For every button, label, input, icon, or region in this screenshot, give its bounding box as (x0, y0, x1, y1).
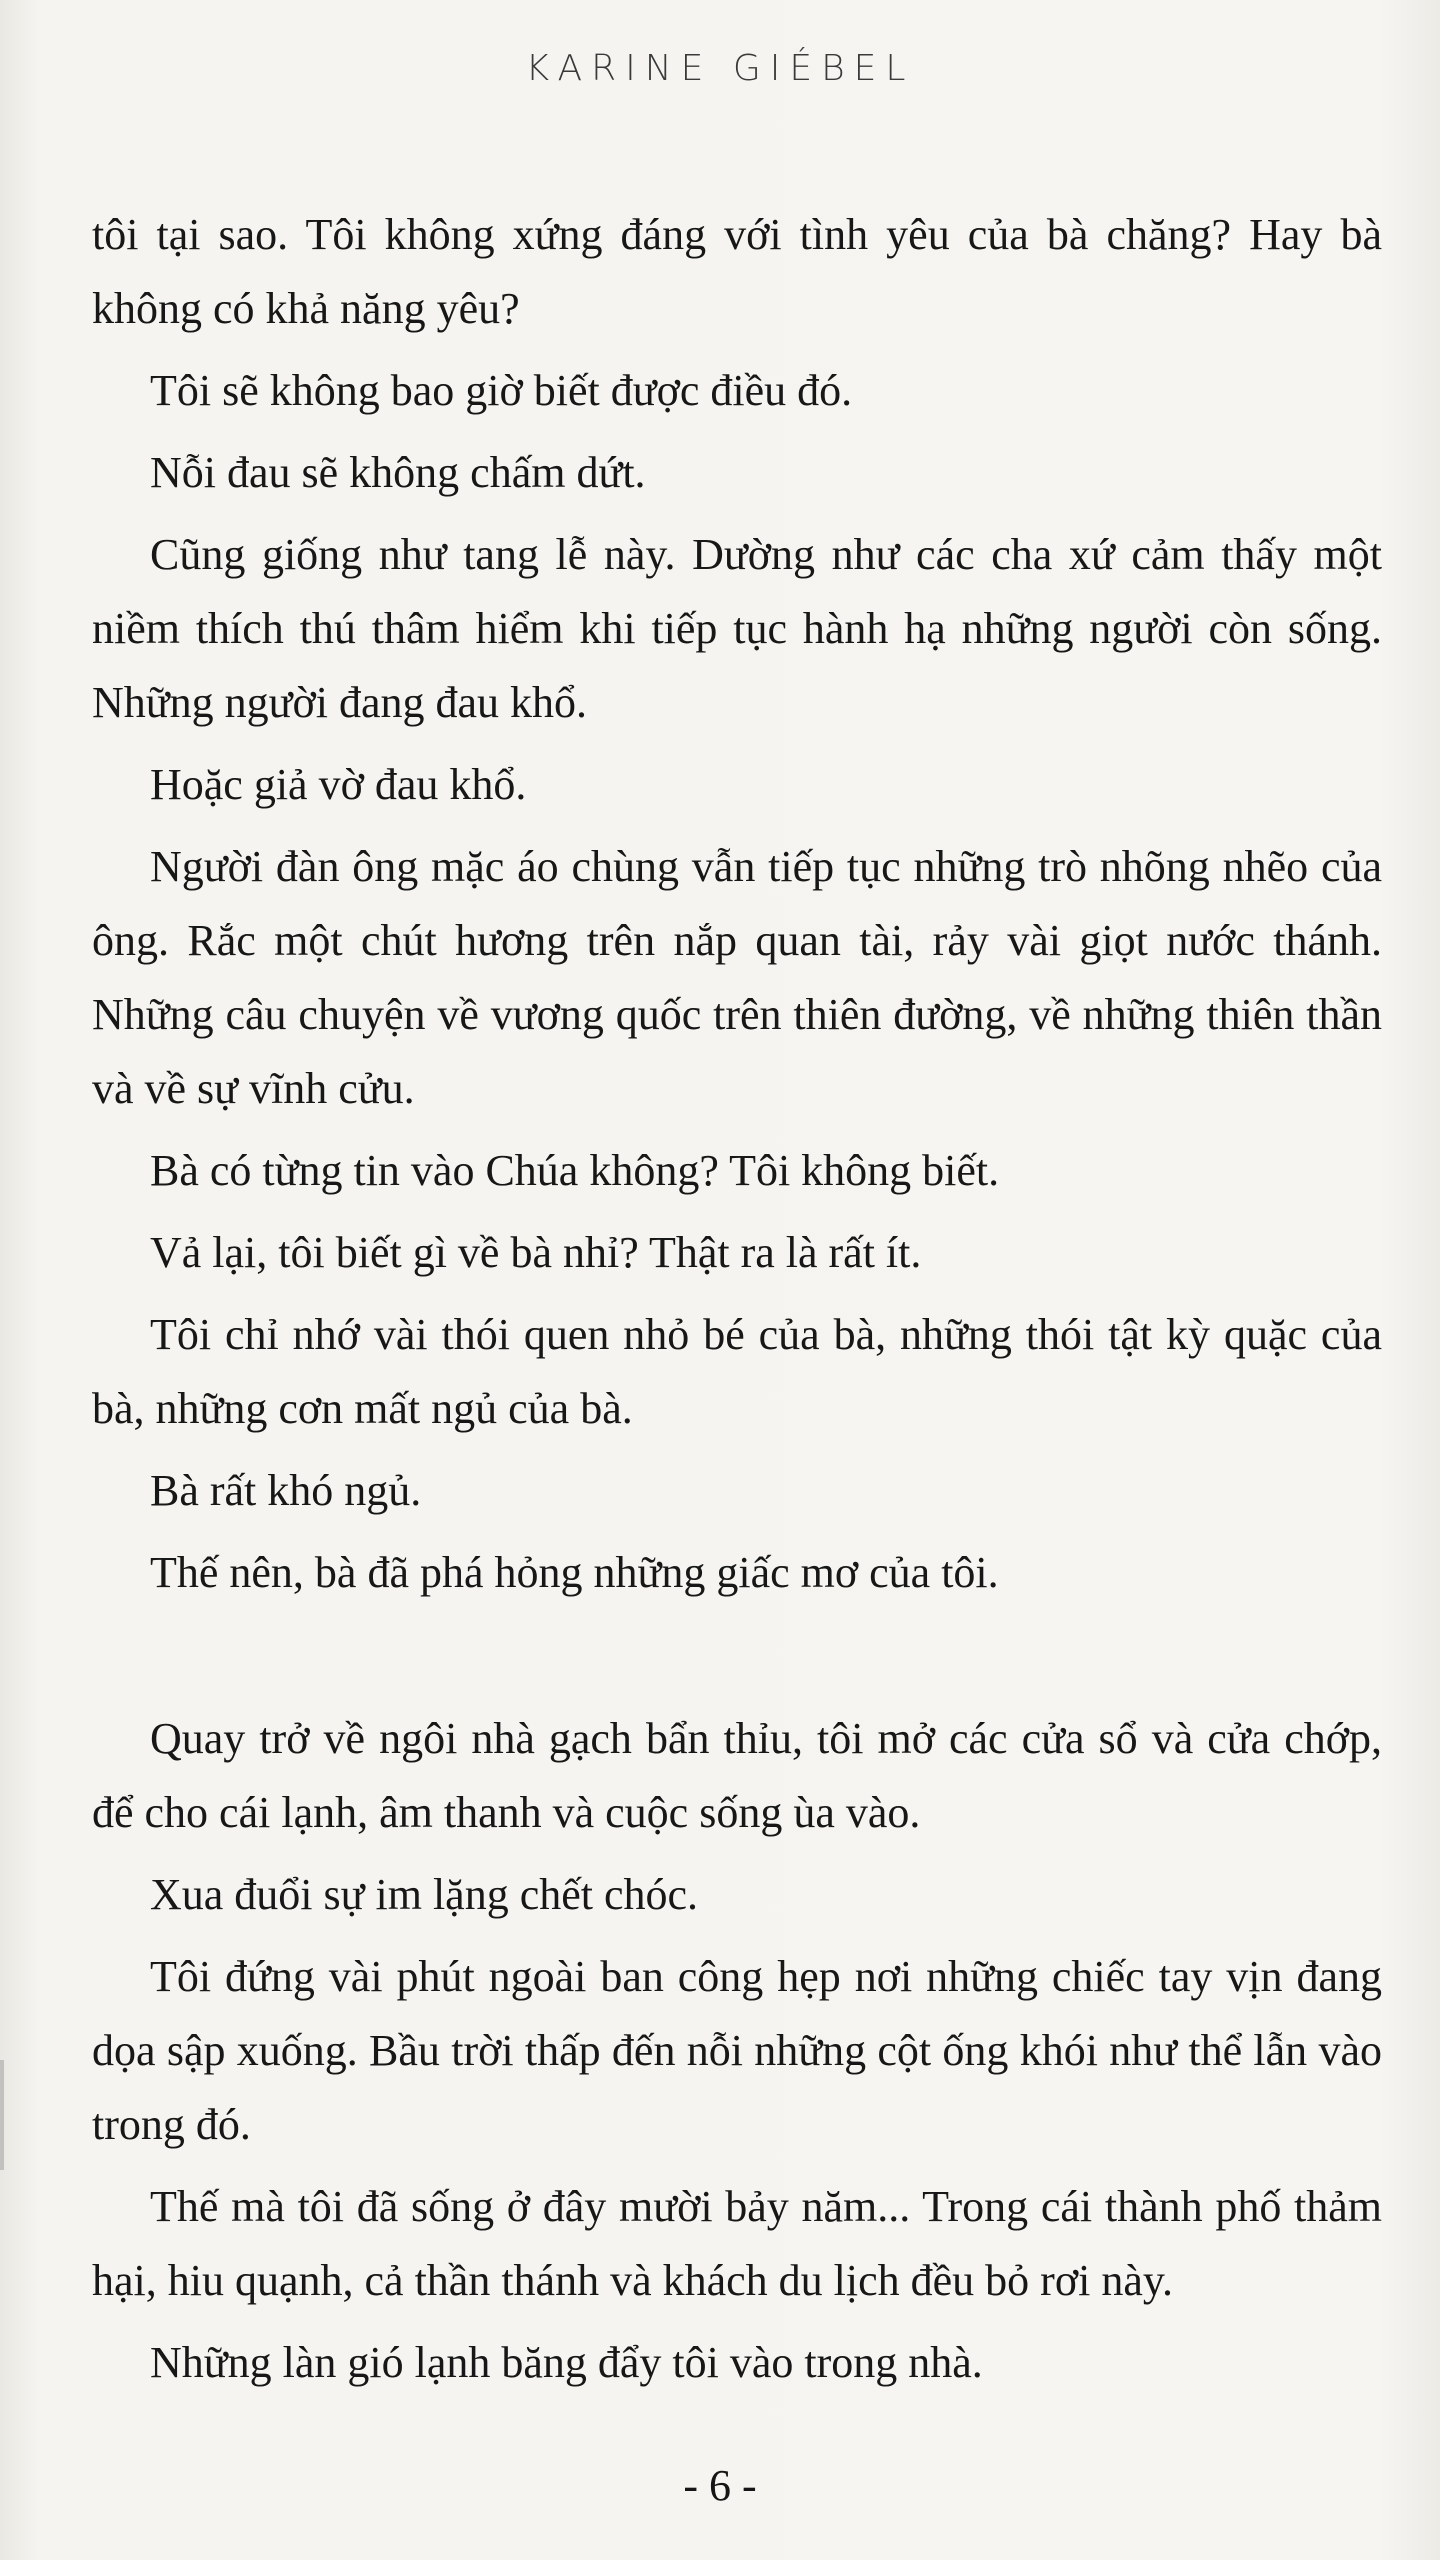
page-number: - 6 - (683, 2461, 757, 2510)
paragraph-16: Những làn gió lạnh băng đẩy tôi vào trong nhà. (150, 2338, 983, 2387)
paragraph-8: Vả lại, tôi biết gì về bà nhỉ? Thật ra là rất ít. (150, 1228, 922, 1277)
paragraph-2: Tôi sẽ không bao giờ biết được điều đó. (150, 366, 853, 415)
paragraph-1: tôi tại sao. Tôi không xứng đáng với tình yêu của bà chăng? Hay bà không có khả năng yêu? (92, 210, 1382, 333)
paragraph-12: Quay trở về ngôi nhà gạch bẩn thỉu, tôi mở các cửa sổ và cửa chớp, để cho cái lạnh, âm thanh và cuộc sống ùa vào. (92, 1714, 1382, 1837)
paragraph-15: Thế mà tôi đã sống ở đây mười bảy năm... Trong cái thành phố thảm hại, hiu quạnh, cả thần thánh và khách du lịch đều bỏ rơi này. (92, 2182, 1382, 2305)
paragraph-14: Tôi đứng vài phút ngoài ban công hẹp nơi những chiếc tay vịn đang dọa sập xuống. Bầu trời thấp đến nỗi những cột ống khói như thể lẫn vào trong đó. (92, 1952, 1382, 2149)
page-edge-shadow (0, 2060, 4, 2170)
paragraph-4: Cũng giống như tang lễ này. Dường như các cha xứ cảm thấy một niềm thích thú thâm hiểm khi tiếp tục hành hạ những người còn sống. Những người đang đau khổ. (92, 530, 1382, 727)
page-body (92, 198, 1382, 2408)
paragraph-10: Bà rất khó ngủ. (150, 1466, 422, 1515)
running-header: KARINE GIÉBEL (525, 48, 915, 89)
paragraph-11: Thế nên, bà đã phá hỏng những giấc mơ của tôi. (150, 1548, 999, 1597)
paragraph-7: Bà có từng tin vào Chúa không? Tôi không biết. (150, 1146, 1000, 1195)
paragraph-13: Xua đuổi sự im lặng chết chóc. (150, 1870, 699, 1919)
paragraph-6: Người đàn ông mặc áo chùng vẫn tiếp tục những trò nhõng nhẽo của ông. Rắc một chút hương trên nắp quan tài, rảy vài giọt nước thánh. Những câu chuyện về vương quốc trên thiên đường, về những thiên thần và về sự vĩnh cửu. (92, 842, 1382, 1113)
paragraph-9: Tôi chỉ nhớ vài thói quen nhỏ bé của bà, những thói tật kỳ quặc của bà, những cơn mất ngủ của bà. (92, 1310, 1382, 1433)
paragraph-5: Hoặc giả vờ đau khổ. (150, 760, 527, 809)
paragraph-3: Nỗi đau sẽ không chấm dứt. (150, 448, 646, 497)
